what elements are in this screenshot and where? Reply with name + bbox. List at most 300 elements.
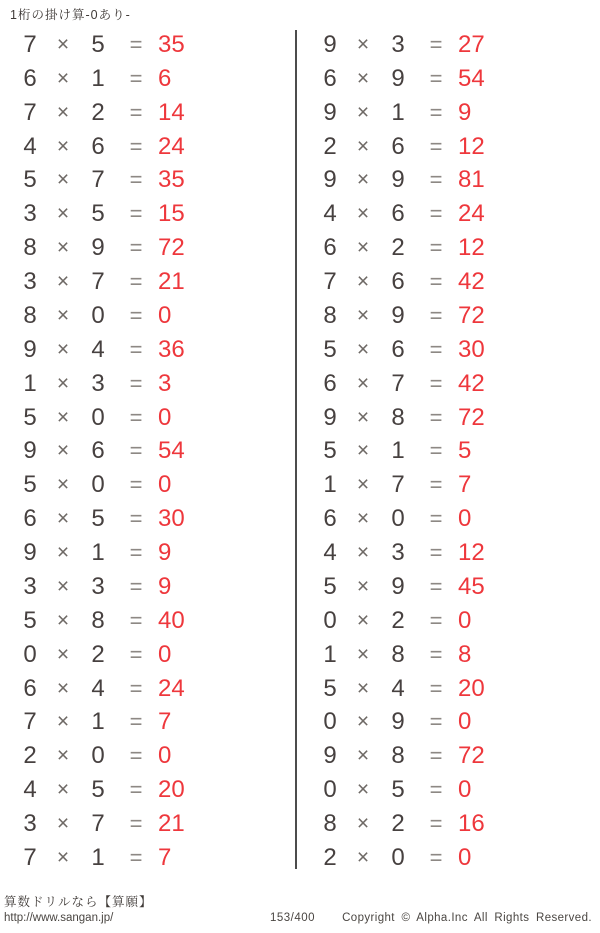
equals-sign: = xyxy=(429,607,443,633)
answer: 35 xyxy=(158,30,185,58)
operand-a: 9 xyxy=(323,742,337,770)
operand-b: 4 xyxy=(91,674,105,702)
multiply-sign: × xyxy=(356,608,370,632)
operand-b: 7 xyxy=(391,369,405,397)
operand-a: 8 xyxy=(323,301,337,329)
operand-a: 1 xyxy=(323,471,337,499)
equation-row xyxy=(300,299,600,333)
operand-a: 9 xyxy=(323,30,337,58)
multiply-sign: × xyxy=(356,270,370,294)
equation-row xyxy=(0,62,296,96)
operand-a: 1 xyxy=(23,369,37,397)
operand-a: 5 xyxy=(23,166,37,194)
multiply-sign: × xyxy=(56,541,70,565)
equation-row xyxy=(0,265,296,299)
answer: 24 xyxy=(458,200,485,228)
multiply-sign: × xyxy=(56,100,70,124)
answer: 72 xyxy=(458,403,485,431)
multiply-sign: × xyxy=(356,541,370,565)
equation-row xyxy=(300,706,600,740)
answer: 15 xyxy=(158,200,185,228)
operand-b: 7 xyxy=(91,810,105,838)
equals-sign: = xyxy=(129,201,143,227)
equation-row xyxy=(0,401,296,435)
multiply-sign: × xyxy=(56,608,70,632)
answer: 35 xyxy=(158,166,185,194)
operand-a: 9 xyxy=(323,403,337,431)
answer: 6 xyxy=(158,64,172,92)
answer: 72 xyxy=(158,234,185,262)
equals-sign: = xyxy=(129,133,143,159)
equation-row xyxy=(0,570,296,604)
operand-b: 5 xyxy=(91,30,105,58)
equation-row xyxy=(0,604,296,638)
equation-row xyxy=(0,638,296,672)
equals-sign: = xyxy=(429,99,443,125)
equals-sign: = xyxy=(429,573,443,599)
operand-a: 6 xyxy=(23,64,37,92)
equals-sign: = xyxy=(429,269,443,295)
operand-b: 1 xyxy=(91,708,105,736)
operand-b: 4 xyxy=(391,674,405,702)
multiply-sign: × xyxy=(56,473,70,497)
multiply-sign: × xyxy=(356,100,370,124)
operand-b: 7 xyxy=(91,268,105,296)
page-title: 1桁の掛け算-0あり- xyxy=(10,8,131,22)
multiply-sign: × xyxy=(56,337,70,361)
operand-b: 4 xyxy=(91,335,105,363)
equals-sign: = xyxy=(429,675,443,701)
equals-sign: = xyxy=(429,302,443,328)
answer: 81 xyxy=(458,166,485,194)
operand-b: 1 xyxy=(91,539,105,567)
answer: 42 xyxy=(458,268,485,296)
answer: 30 xyxy=(458,335,485,363)
equals-sign: = xyxy=(129,65,143,91)
operand-a: 8 xyxy=(323,810,337,838)
problems-column-right xyxy=(300,28,600,875)
operand-b: 7 xyxy=(91,166,105,194)
operand-a: 5 xyxy=(323,335,337,363)
operand-a: 0 xyxy=(323,776,337,804)
equals-sign: = xyxy=(129,472,143,498)
operand-a: 3 xyxy=(23,810,37,838)
equation-row xyxy=(300,570,600,604)
answer: 36 xyxy=(158,335,185,363)
operand-b: 6 xyxy=(391,335,405,363)
equals-sign: = xyxy=(429,506,443,532)
answer: 0 xyxy=(458,843,472,871)
equals-sign: = xyxy=(129,675,143,701)
equation-row xyxy=(300,638,600,672)
answer: 7 xyxy=(158,843,172,871)
multiply-sign: × xyxy=(356,337,370,361)
equals-sign: = xyxy=(129,370,143,396)
operand-a: 6 xyxy=(323,369,337,397)
equals-sign: = xyxy=(429,844,443,870)
operand-b: 0 xyxy=(91,301,105,329)
operand-a: 3 xyxy=(23,200,37,228)
multiply-sign: × xyxy=(56,778,70,802)
multiply-sign: × xyxy=(56,744,70,768)
equation-row xyxy=(0,739,296,773)
equals-sign: = xyxy=(129,506,143,532)
operand-b: 1 xyxy=(391,437,405,465)
answer: 45 xyxy=(458,572,485,600)
equation-row xyxy=(0,468,296,502)
equation-row xyxy=(0,130,296,164)
answer: 0 xyxy=(158,471,172,499)
operand-a: 5 xyxy=(23,403,37,431)
operand-a: 9 xyxy=(323,98,337,126)
column-divider xyxy=(295,30,297,869)
equals-sign: = xyxy=(429,811,443,837)
multiply-sign: × xyxy=(356,507,370,531)
answer: 20 xyxy=(158,776,185,804)
equation-row xyxy=(300,468,600,502)
equals-sign: = xyxy=(429,641,443,667)
operand-b: 0 xyxy=(91,742,105,770)
copyright-text: Copyright © Alpha.Inc All Rights Reserved. xyxy=(342,912,592,924)
multiply-sign: × xyxy=(56,134,70,158)
operand-a: 9 xyxy=(23,539,37,567)
answer: 0 xyxy=(158,640,172,668)
equals-sign: = xyxy=(129,99,143,125)
equation-row xyxy=(0,333,296,367)
equation-row xyxy=(300,739,600,773)
operand-a: 6 xyxy=(323,234,337,262)
equation-row xyxy=(300,773,600,807)
equals-sign: = xyxy=(129,844,143,870)
equals-sign: = xyxy=(129,302,143,328)
operand-a: 7 xyxy=(23,843,37,871)
answer: 5 xyxy=(458,437,472,465)
answer: 24 xyxy=(158,132,185,160)
equals-sign: = xyxy=(129,269,143,295)
answer: 8 xyxy=(458,640,472,668)
multiply-sign: × xyxy=(56,168,70,192)
multiply-sign: × xyxy=(356,32,370,56)
equation-row xyxy=(300,265,600,299)
equation-row xyxy=(300,672,600,706)
multiply-sign: × xyxy=(56,642,70,666)
operand-a: 5 xyxy=(23,606,37,634)
equation-row xyxy=(300,164,600,198)
operand-b: 2 xyxy=(91,98,105,126)
operand-a: 2 xyxy=(23,742,37,770)
answer: 27 xyxy=(458,30,485,58)
operand-a: 8 xyxy=(23,301,37,329)
operand-b: 6 xyxy=(391,132,405,160)
operand-b: 0 xyxy=(391,505,405,533)
operand-a: 9 xyxy=(23,335,37,363)
equals-sign: = xyxy=(129,641,143,667)
equation-row xyxy=(300,604,600,638)
page-number: 153/400 xyxy=(270,912,316,924)
equals-sign: = xyxy=(129,438,143,464)
answer: 9 xyxy=(158,539,172,567)
equals-sign: = xyxy=(429,31,443,57)
operand-b: 5 xyxy=(391,776,405,804)
multiply-sign: × xyxy=(356,168,370,192)
multiply-sign: × xyxy=(56,303,70,327)
operand-b: 9 xyxy=(391,301,405,329)
multiply-sign: × xyxy=(56,812,70,836)
multiply-sign: × xyxy=(356,202,370,226)
equals-sign: = xyxy=(129,573,143,599)
equation-row xyxy=(0,435,296,469)
multiply-sign: × xyxy=(356,371,370,395)
operand-a: 5 xyxy=(323,572,337,600)
multiply-sign: × xyxy=(356,303,370,327)
equation-row xyxy=(300,96,600,130)
equals-sign: = xyxy=(429,201,443,227)
answer: 3 xyxy=(158,369,172,397)
multiply-sign: × xyxy=(56,32,70,56)
equation-row xyxy=(300,28,600,62)
operand-a: 8 xyxy=(23,234,37,262)
operand-b: 3 xyxy=(91,369,105,397)
operand-a: 6 xyxy=(323,505,337,533)
operand-a: 0 xyxy=(23,640,37,668)
operand-b: 1 xyxy=(91,64,105,92)
equals-sign: = xyxy=(429,65,443,91)
operand-a: 5 xyxy=(323,437,337,465)
equation-row xyxy=(0,197,296,231)
operand-b: 6 xyxy=(91,437,105,465)
operand-a: 5 xyxy=(323,674,337,702)
multiply-sign: × xyxy=(356,845,370,869)
answer: 14 xyxy=(158,98,185,126)
operand-a: 9 xyxy=(23,437,37,465)
equals-sign: = xyxy=(129,811,143,837)
operand-b: 0 xyxy=(91,403,105,431)
equation-row xyxy=(0,807,296,841)
operand-a: 0 xyxy=(323,606,337,634)
multiply-sign: × xyxy=(356,778,370,802)
footer-site-name: 算数ドリルなら【算願】 xyxy=(4,895,153,909)
problems-column-left xyxy=(0,28,296,875)
equals-sign: = xyxy=(429,167,443,193)
answer: 21 xyxy=(158,268,185,296)
answer: 0 xyxy=(458,708,472,736)
equals-sign: = xyxy=(129,336,143,362)
operand-a: 4 xyxy=(323,200,337,228)
multiply-sign: × xyxy=(56,439,70,463)
answer: 12 xyxy=(458,234,485,262)
equation-row xyxy=(0,299,296,333)
problems-area xyxy=(0,28,600,875)
equals-sign: = xyxy=(129,540,143,566)
equation-row xyxy=(300,62,600,96)
operand-b: 2 xyxy=(391,606,405,634)
equals-sign: = xyxy=(429,404,443,430)
equals-sign: = xyxy=(429,438,443,464)
equation-row xyxy=(300,197,600,231)
operand-b: 3 xyxy=(391,539,405,567)
operand-b: 6 xyxy=(91,132,105,160)
multiply-sign: × xyxy=(356,642,370,666)
equals-sign: = xyxy=(129,167,143,193)
answer: 7 xyxy=(458,471,472,499)
operand-b: 6 xyxy=(391,200,405,228)
answer: 40 xyxy=(158,606,185,634)
operand-a: 7 xyxy=(23,98,37,126)
multiply-sign: × xyxy=(356,744,370,768)
equation-row xyxy=(0,231,296,265)
equals-sign: = xyxy=(429,709,443,735)
answer: 21 xyxy=(158,810,185,838)
operand-a: 9 xyxy=(323,166,337,194)
equation-row xyxy=(300,333,600,367)
operand-b: 5 xyxy=(91,200,105,228)
equation-row xyxy=(300,502,600,536)
equals-sign: = xyxy=(129,777,143,803)
operand-b: 9 xyxy=(391,708,405,736)
answer: 9 xyxy=(458,98,472,126)
multiply-sign: × xyxy=(356,812,370,836)
multiply-sign: × xyxy=(56,507,70,531)
answer: 20 xyxy=(458,674,485,702)
answer: 72 xyxy=(458,301,485,329)
equals-sign: = xyxy=(429,370,443,396)
multiply-sign: × xyxy=(356,473,370,497)
multiply-sign: × xyxy=(56,270,70,294)
answer: 0 xyxy=(158,301,172,329)
multiply-sign: × xyxy=(56,66,70,90)
equals-sign: = xyxy=(429,540,443,566)
equation-row xyxy=(300,841,600,875)
operand-a: 6 xyxy=(23,674,37,702)
equation-row xyxy=(0,28,296,62)
equation-row xyxy=(0,536,296,570)
answer: 72 xyxy=(458,742,485,770)
operand-a: 4 xyxy=(323,539,337,567)
equation-row xyxy=(0,672,296,706)
multiply-sign: × xyxy=(356,66,370,90)
equals-sign: = xyxy=(129,709,143,735)
equation-row xyxy=(300,536,600,570)
operand-a: 1 xyxy=(323,640,337,668)
answer: 0 xyxy=(158,403,172,431)
multiply-sign: × xyxy=(56,710,70,734)
operand-b: 1 xyxy=(91,843,105,871)
equation-row xyxy=(0,164,296,198)
multiply-sign: × xyxy=(356,405,370,429)
equals-sign: = xyxy=(129,743,143,769)
operand-b: 7 xyxy=(391,471,405,499)
equation-row xyxy=(0,841,296,875)
equation-row xyxy=(0,96,296,130)
operand-b: 5 xyxy=(91,776,105,804)
equation-row xyxy=(0,367,296,401)
operand-b: 2 xyxy=(91,640,105,668)
operand-a: 6 xyxy=(23,505,37,533)
operand-b: 9 xyxy=(391,166,405,194)
operand-a: 2 xyxy=(323,843,337,871)
operand-b: 8 xyxy=(391,640,405,668)
equation-row xyxy=(300,807,600,841)
multiply-sign: × xyxy=(56,202,70,226)
operand-b: 0 xyxy=(391,843,405,871)
operand-b: 1 xyxy=(391,98,405,126)
multiply-sign: × xyxy=(56,845,70,869)
operand-a: 4 xyxy=(23,132,37,160)
multiply-sign: × xyxy=(356,134,370,158)
operand-b: 5 xyxy=(91,505,105,533)
operand-a: 7 xyxy=(23,708,37,736)
multiply-sign: × xyxy=(356,710,370,734)
equation-row xyxy=(300,401,600,435)
multiply-sign: × xyxy=(56,405,70,429)
answer: 0 xyxy=(458,505,472,533)
multiply-sign: × xyxy=(56,236,70,260)
operand-a: 4 xyxy=(23,776,37,804)
equation-row xyxy=(0,706,296,740)
operand-b: 3 xyxy=(91,572,105,600)
equals-sign: = xyxy=(129,235,143,261)
answer: 12 xyxy=(458,539,485,567)
multiply-sign: × xyxy=(56,574,70,598)
equation-row xyxy=(300,130,600,164)
answer: 0 xyxy=(458,606,472,634)
operand-b: 8 xyxy=(91,606,105,634)
multiply-sign: × xyxy=(356,439,370,463)
answer: 54 xyxy=(158,437,185,465)
operand-a: 6 xyxy=(323,64,337,92)
answer: 7 xyxy=(158,708,172,736)
answer: 24 xyxy=(158,674,185,702)
multiply-sign: × xyxy=(56,371,70,395)
operand-b: 8 xyxy=(391,403,405,431)
operand-a: 3 xyxy=(23,268,37,296)
answer: 16 xyxy=(458,810,485,838)
operand-b: 3 xyxy=(391,30,405,58)
equals-sign: = xyxy=(429,472,443,498)
equation-row xyxy=(300,367,600,401)
operand-a: 7 xyxy=(323,268,337,296)
equals-sign: = xyxy=(429,336,443,362)
footer-url: http://www.sangan.jp/ xyxy=(4,912,114,924)
equation-row xyxy=(0,502,296,536)
equation-row xyxy=(300,435,600,469)
equals-sign: = xyxy=(129,404,143,430)
operand-b: 0 xyxy=(91,471,105,499)
multiply-sign: × xyxy=(356,236,370,260)
operand-a: 5 xyxy=(23,471,37,499)
operand-b: 8 xyxy=(391,742,405,770)
operand-a: 3 xyxy=(23,572,37,600)
equals-sign: = xyxy=(129,31,143,57)
operand-b: 2 xyxy=(391,234,405,262)
answer: 9 xyxy=(158,572,172,600)
operand-b: 9 xyxy=(91,234,105,262)
answer: 54 xyxy=(458,64,485,92)
answer: 42 xyxy=(458,369,485,397)
answer: 12 xyxy=(458,132,485,160)
equals-sign: = xyxy=(129,607,143,633)
multiply-sign: × xyxy=(356,676,370,700)
equals-sign: = xyxy=(429,235,443,261)
answer: 30 xyxy=(158,505,185,533)
answer: 0 xyxy=(158,742,172,770)
equals-sign: = xyxy=(429,743,443,769)
operand-a: 7 xyxy=(23,30,37,58)
operand-a: 0 xyxy=(323,708,337,736)
equation-row xyxy=(300,231,600,265)
operand-b: 2 xyxy=(391,810,405,838)
multiply-sign: × xyxy=(356,574,370,598)
